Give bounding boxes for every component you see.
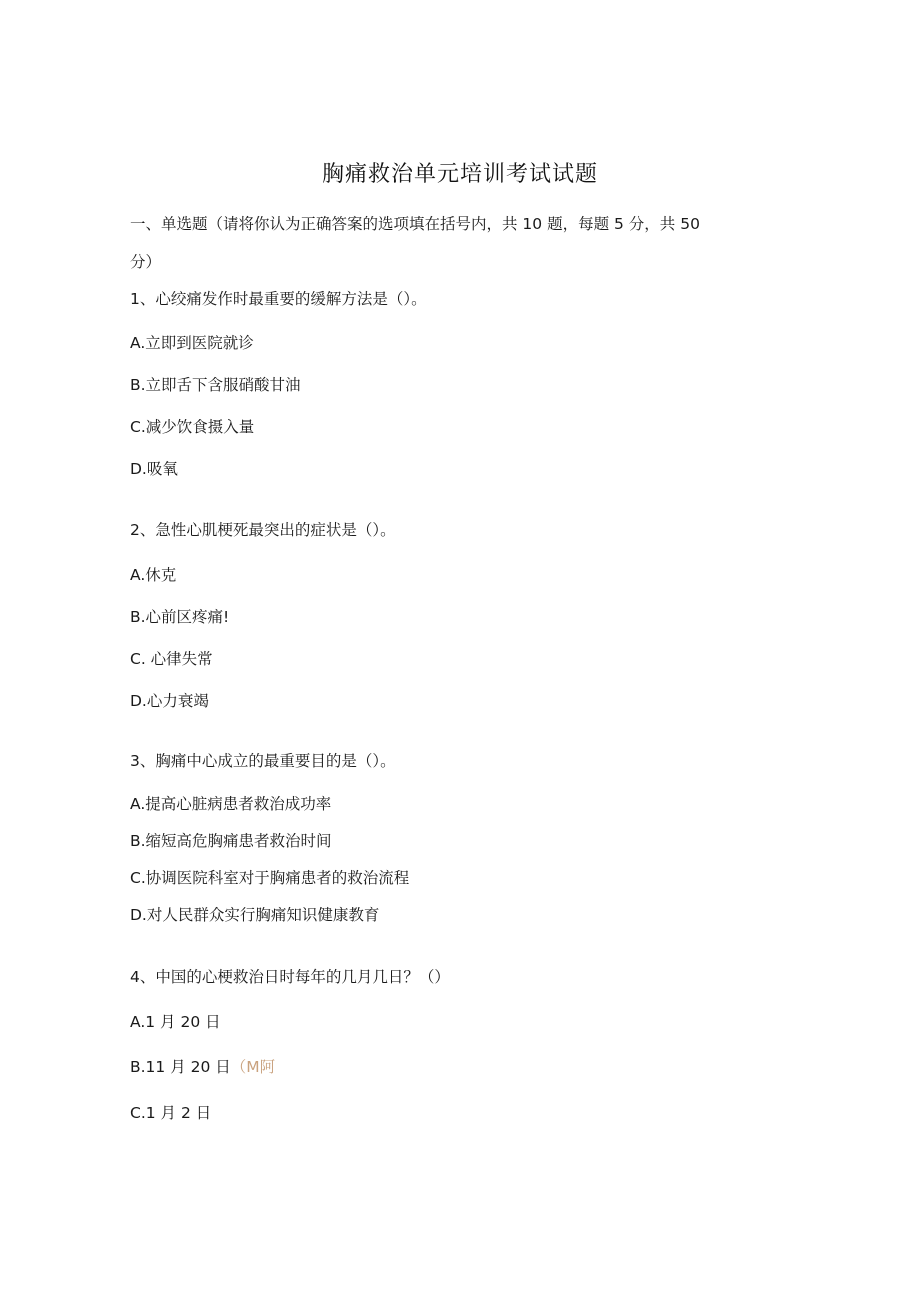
question-2-stem: 2、急性心肌梗死最突出的症状是（）。 [130,521,396,539]
question-4-option-c: C.1 月 2 日 [130,1104,212,1122]
question-3-stem: 3、胸痛中心成立的最重要目的是（）。 [130,752,396,770]
section-heading-line2: 分） [130,253,162,271]
question-1-option-d: D.吸氧 [130,460,178,478]
question-3-option-d: D.对人民群众实行胸痛知识健康教育 [130,906,380,924]
question-4-option-b [130,1057,275,1077]
question-1-stem: 1、心绞痛发作时最重要的缓解方法是（）。 [130,290,427,308]
question-2-option-a: A.休克 [130,566,177,584]
question-1-option-a: A.立即到医院就诊 [130,334,254,352]
question-1-option-b: B.立即舌下含服硝酸甘油 [130,376,301,394]
question-3-option-c: C.协调医院科室对于胸痛患者的救治流程 [130,869,410,887]
question-2-option-c: C. 心律失常 [130,650,213,668]
question-3-option-b: B.缩短高危胸痛患者救治时间 [130,832,332,850]
question-4-stem: 4、中国的心梗救治日时每年的几月几日？（） [130,968,450,986]
question-2-option-d: D.心力衰竭 [130,692,209,710]
document-title: 胸痛救治单元培训考试试题 [321,162,598,187]
question-3-option-a: A.提高心脏病患者救治成功率 [130,795,332,813]
handwritten-annotation: （M阿 [230,1058,276,1076]
question-1-option-c: C.减少饮食摄入量 [130,418,255,436]
question-4-option-b-text: B.11 月 20 日 [130,1058,231,1076]
section-heading-line1: 一、单选题（请将你认为正确答案的选项填在括号内，共 10 题，每题 5 分，共 50 [130,215,700,233]
question-2-option-b: B.心前区疼痛! [130,608,230,626]
question-4-option-a: A.1 月 20 日 [130,1013,221,1031]
